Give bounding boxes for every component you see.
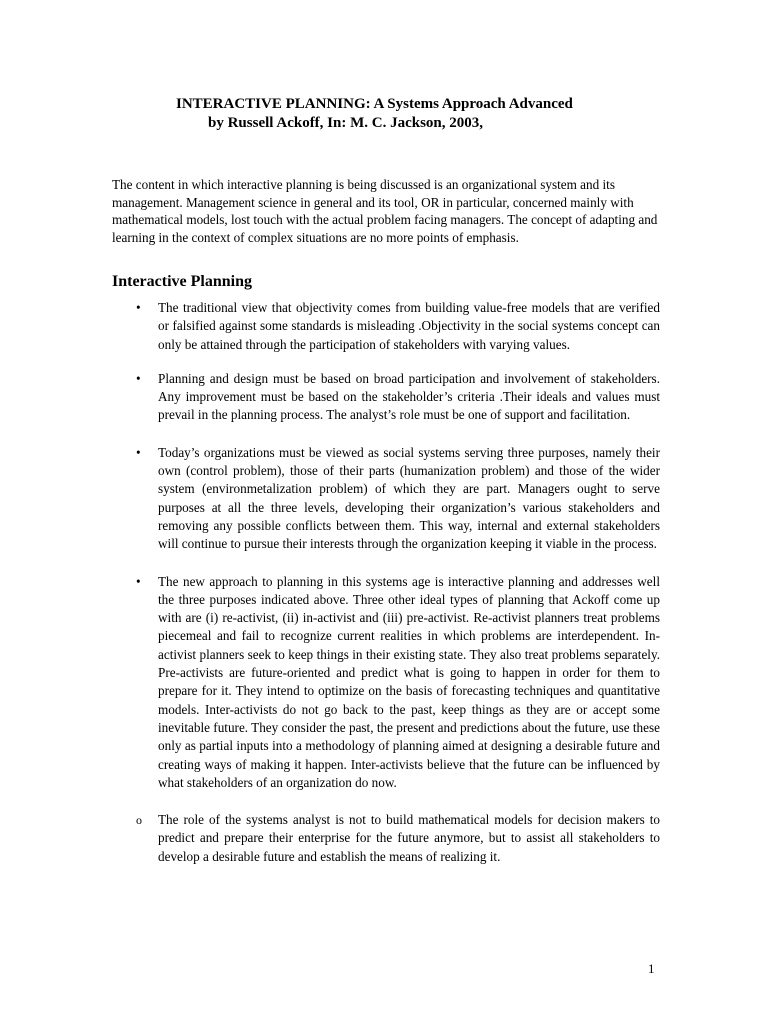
circle-bullet-icon: o (136, 813, 142, 828)
bullet-icon (136, 444, 148, 462)
bullet-icon (136, 299, 148, 317)
list-item (112, 811, 660, 866)
bullet-text: The new approach to planning in this systems age is interactive planning and addresses well the three purposes indicated above. Three other ideal types of planning that Ackoff come up with are (i) re-activist, (ii) in-activist and (iii) pre-activist. Re-activist planners treat problems piecemeal and fail to recognize current realities in which problems are interdependent. In-activist planners seek to keep things in their existing state. They also treat problems separately. Pre-activists are future-oriented and predict what is going to happen in order for them to prepare for it. They intend to optimize on the basis of forecasting techniques and quantitative models. Inter-activists do not go back to the past, keep things as they are or accept some inevitable future. They consider the past, the present and predictions about the future, use these only as partial inputs into a methodology of planning aimed at designing a desirable future and creating ways of making it happen. Inter-activists believe that the future can be influenced by what stakeholders of an organization do now. (158, 573, 660, 790)
list-item (112, 444, 660, 554)
title-line-1: INTERACTIVE PLANNING: A Systems Approach Advanced (176, 96, 573, 112)
list-item (112, 370, 660, 425)
page-number: 1 (648, 961, 655, 976)
title-line-2: by Russell Ackoff, In: M. C. Jackson, 2003, (208, 115, 484, 131)
list-item (112, 299, 660, 354)
bullet-icon (136, 370, 148, 388)
bullet-icon (136, 573, 148, 591)
bullet-text: The role of the systems analyst is not to build mathematical models for decision makers to predict and prepare their enterprise for the future anymore, but to assist all stakeholders to develop a desirable future and establish the means of realizing it. (158, 812, 660, 864)
intro-paragraph: The content in which interactive planning is being discussed is an organizational system and its management. Management science in general and its tool, OR in particular, concerned mainly with mathematical models, lost touch with the actual problem facing managers. The concept of adapting and learning in the context of complex situations are no more points of emphasis. (112, 177, 658, 245)
bullet-list (112, 299, 660, 877)
section-heading: Interactive Planning (112, 273, 252, 290)
document-title (176, 95, 573, 133)
bullet-text: Today’s organizations must be viewed as social systems serving three purposes, namely their own (control problem), those of their parts (humanization problem) and those of the wider system (environmetalization problem) of which they are part. Managers ought to serve purposes at all the three levels, developing their organization’s various stakeholders and removing any possible conflicts between them. This way, internal and external stakeholders will continue to pursue their interests through the organization keeping it viable in the process. (158, 444, 660, 552)
bullet-text: The traditional view that objectivity comes from building value-free models that are verified or falsified against some standards is misleading .Objectivity in the social systems concept can only be attained through the participation of stakeholders with varying values. (158, 300, 660, 352)
bullet-text: Planning and design must be based on broad participation and involvement of stakeholders. Any improvement must be based on the stakeholder’s criteria .Their ideals and values must prevail in the planning process. The analyst’s role must be one of support and facilitation. (158, 370, 660, 423)
list-item (112, 573, 660, 793)
